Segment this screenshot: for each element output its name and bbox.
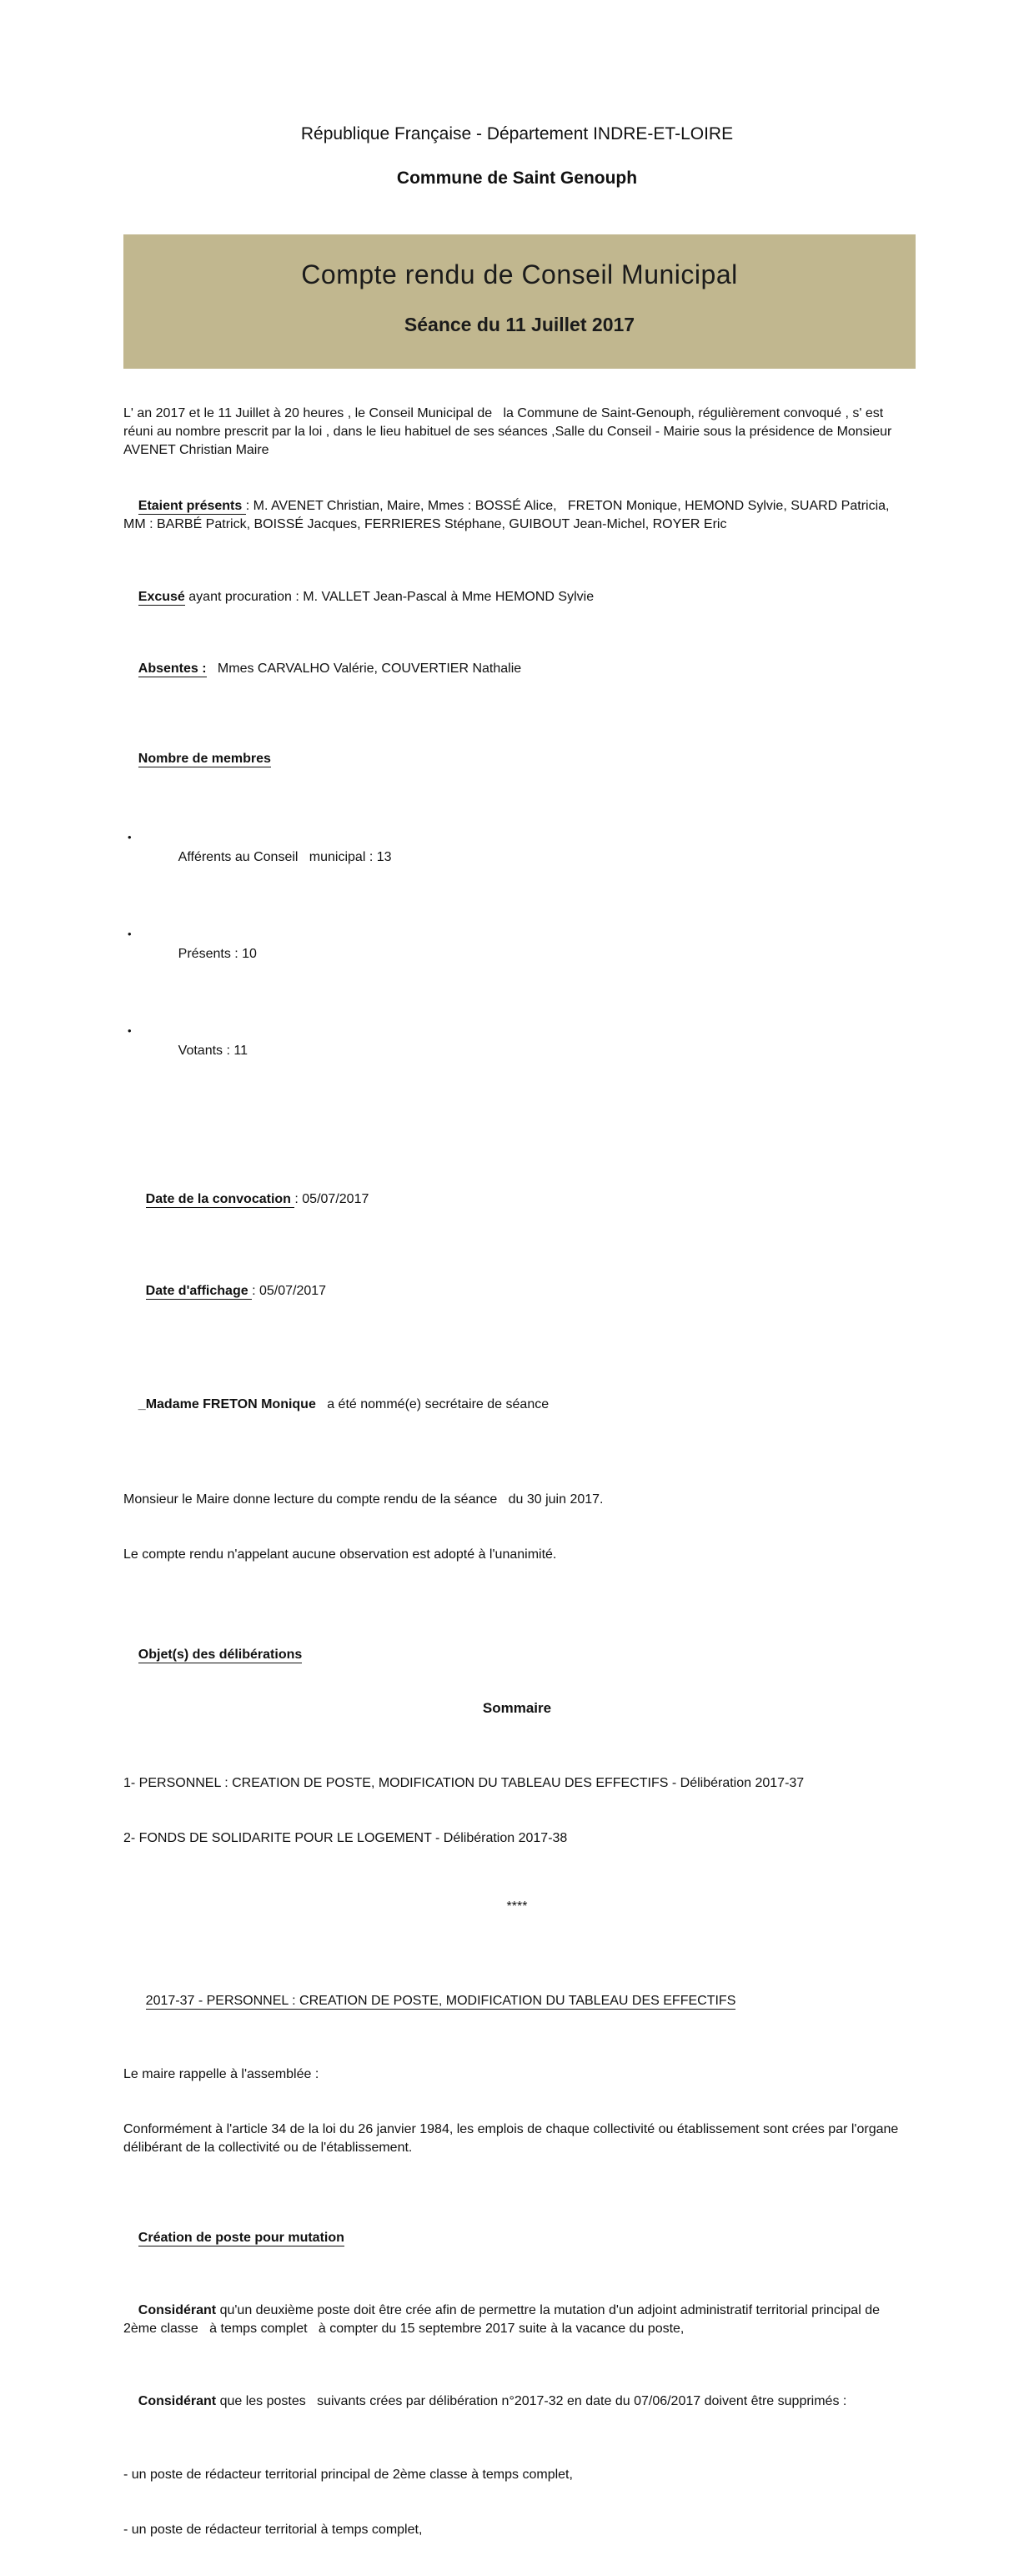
deliberation-heading bbox=[123, 1974, 907, 2029]
deliberation-heading-label: 2017-37 - PERSONNEL : CREATION DE POSTE, MODIFICATION DU TABLEAU DES EFFECTIFS bbox=[145, 1994, 736, 2008]
secretary-name: Madame FRETON Monique bbox=[145, 1397, 316, 1411]
considerant-1-paragraph bbox=[123, 2283, 907, 2357]
secretary-prefix: _ bbox=[138, 1397, 146, 1411]
banner-title: Compte rendu de Conseil Municipal bbox=[301, 259, 738, 289]
deliberations-heading-label: Objet(s) des délibérations bbox=[138, 1648, 303, 1662]
banner-subtitle: Séance du 11 Juillet 2017 bbox=[404, 314, 635, 335]
deleted-post-item-1: - un poste de rédacteur territorial principal de 2ème classe à temps complet, bbox=[123, 2468, 573, 2482]
member-item-label: Afférents au Conseil municipal : 13 bbox=[178, 850, 392, 864]
separator-stars: **** bbox=[506, 1899, 528, 1914]
reading-line-2: Le compte rendu n'appelant aucune observation est adopté à l'unanimité. bbox=[123, 1547, 557, 1562]
posting-date-line bbox=[123, 1264, 907, 1319]
bullet-icon: • bbox=[128, 928, 132, 940]
deleted-post-item-2: - un poste de rédacteur territorial à temps complet, bbox=[123, 2523, 423, 2537]
convocation-date-label: Date de la convocation bbox=[145, 1192, 295, 1206]
excused-label: Excusé bbox=[138, 590, 185, 604]
republic-department-line: République Française - Département INDRE-ET-LOIRE bbox=[300, 124, 734, 143]
sommaire-title: Sommaire bbox=[482, 1700, 552, 1716]
bullet-icon: • bbox=[128, 1024, 132, 1037]
considerant-1-text: qu'un deuxième poste doit être crée afin de permettre la mutation d'un adjoint administratif territorial principal de 2ème classe à temps complet à compter du 15 septembre 2017 suite à la vacance du poste, bbox=[123, 2303, 884, 2336]
members-count-heading bbox=[123, 732, 907, 787]
creation-subheading bbox=[123, 2211, 907, 2266]
considerant-2-paragraph bbox=[123, 2374, 907, 2429]
member-item-votants bbox=[123, 1021, 907, 1081]
secretary-line bbox=[123, 1377, 907, 1432]
excused-text: ayant procuration : M. VALLET Jean-Pascal à Mme HEMOND Sylvie bbox=[184, 590, 595, 604]
member-item-afferents bbox=[123, 828, 907, 888]
convocation-date-value: : 05/07/2017 bbox=[294, 1192, 369, 1206]
reading-line-1: Monsieur le Maire donne lecture du compte rendu de la séance du 30 juin 2017. bbox=[123, 1492, 604, 1507]
present-text: : M. AVENET Christian, Maire, Mmes : BOSSÉ Alice, FRETON Monique, HEMOND Sylvie, SUARD Patricia, MM : BARBÉ Patrick, BOISSÉ Jacques, FERRIERES Stéphane, GUIBOUT Jean-Michel, ROYER Eric bbox=[123, 499, 893, 531]
sommaire-list bbox=[123, 1738, 807, 1884]
session-intro-paragraph: L' an 2017 et le 11 Juillet à 20 heures , le Conseil Municipal de la Commune de Saint-Genouph, régulièrement convoqué , s' est réuni au nombre prescrit par la loi , dans le lieu habituel de ses séances ,Salle du Conseil - Mairie sous la présidence de Monsieur AVENET Christian Maire bbox=[123, 406, 902, 457]
posting-date-value: : 05/07/2017 bbox=[252, 1284, 327, 1298]
absent-label: Absentes : bbox=[138, 662, 207, 676]
considerant-2-text: que les postes suivants crées par délibération n°2017-32 en date du 07/06/2017 doivent être supprimés : bbox=[216, 2394, 847, 2408]
sommaire-item-1: 1- PERSONNEL : CREATION DE POSTE, MODIFICATION DU TABLEAU DES EFFECTIFS - Délibération 2017-37 bbox=[123, 1776, 805, 1790]
absent-text: Mmes CARVALHO Valérie, COUVERTIER Nathalie bbox=[206, 662, 522, 676]
member-item-label: Votants : 11 bbox=[178, 1044, 248, 1058]
sommaire-item-2: 2- FONDS DE SOLIDARITE POUR LE LOGEMENT - Délibération 2017-38 bbox=[123, 1831, 568, 1845]
dates-block bbox=[123, 1135, 907, 1356]
deliberations-heading bbox=[123, 1628, 907, 1683]
members-list bbox=[123, 791, 907, 1118]
present-label: Etaient présents bbox=[138, 499, 246, 513]
members-heading-label: Nombre de membres bbox=[138, 752, 271, 766]
deliberation-intro-line: Le maire rappelle à l'assemblée : bbox=[123, 2067, 319, 2081]
convocation-date-line bbox=[123, 1172, 907, 1227]
title-banner bbox=[123, 234, 916, 369]
absent-line bbox=[123, 641, 907, 697]
member-item-presents bbox=[123, 924, 907, 984]
posting-date-label: Date d'affichage bbox=[145, 1284, 253, 1298]
considerant-label: Considérant bbox=[138, 2394, 217, 2408]
law-reference-text: Conformément à l'article 34 de la loi du 26 janvier 1984, les emplois de chaque collectivité ou établissement sont crées par l'organe délibérant de la collectivité ou de l'établissement. bbox=[123, 2122, 902, 2155]
previous-minutes-paragraph bbox=[123, 1454, 907, 1601]
secretary-text: a été nommé(e) secrétaire de séance bbox=[315, 1397, 550, 1411]
creation-subheading-label: Création de poste pour mutation bbox=[138, 2231, 344, 2245]
deliberation-2017-37-section bbox=[123, 1937, 907, 2194]
member-item-label: Présents : 10 bbox=[178, 947, 257, 961]
commune-title: Commune de Saint Genouph bbox=[396, 169, 638, 188]
excused-line bbox=[123, 570, 907, 625]
present-members-paragraph bbox=[123, 479, 907, 552]
deleted-posts-list bbox=[123, 2429, 907, 2576]
considerant-label: Considérant bbox=[138, 2303, 217, 2317]
bullet-icon: • bbox=[128, 831, 132, 843]
